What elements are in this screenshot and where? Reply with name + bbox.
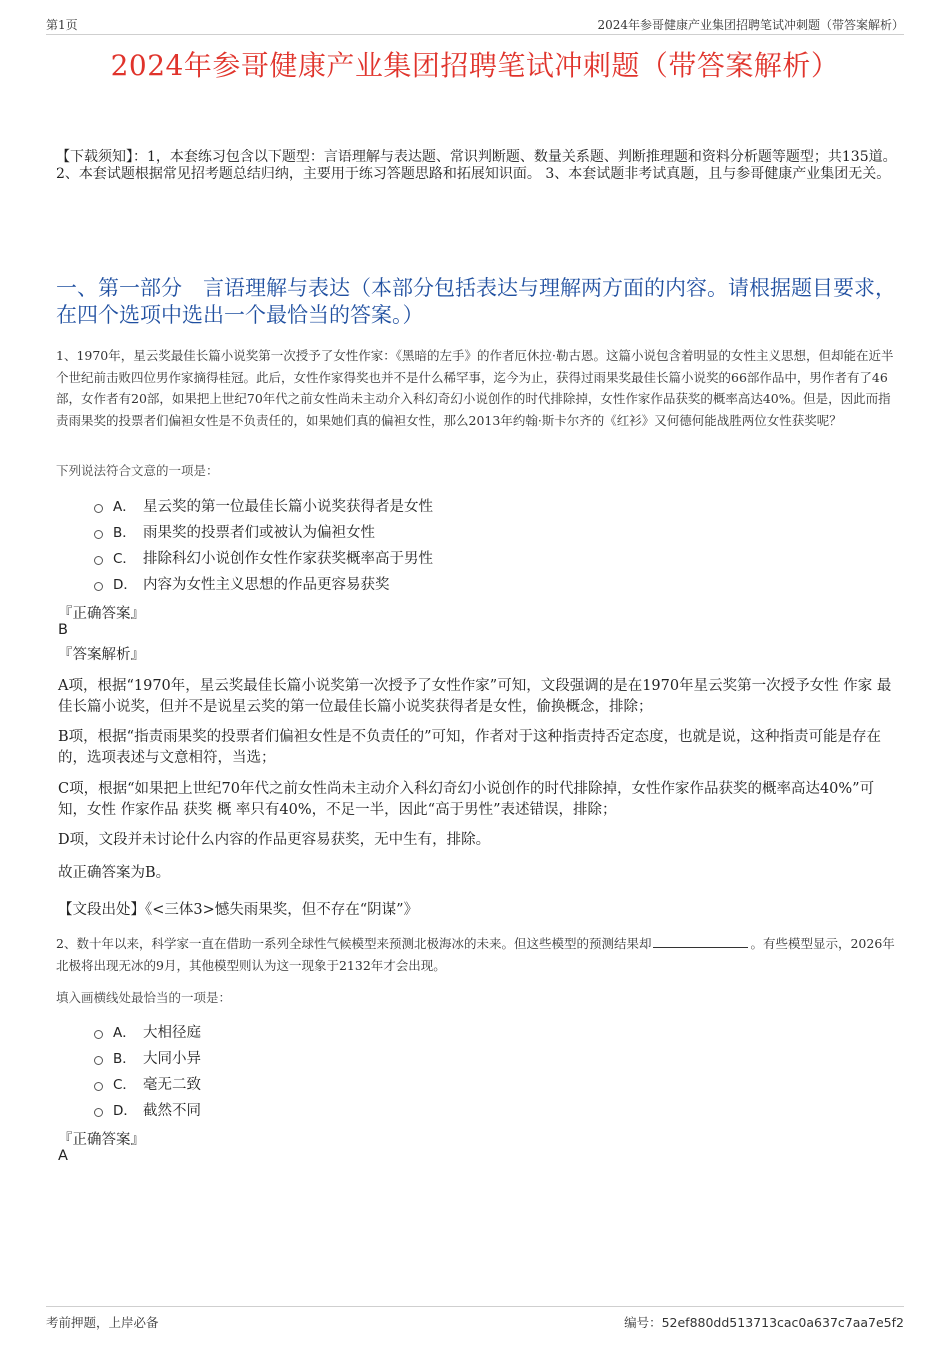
radio-icon[interactable]: [94, 1056, 103, 1065]
option-text: 毫无二致: [143, 1076, 201, 1093]
question-1-answer: B: [58, 622, 68, 638]
option-letter: D．: [113, 577, 137, 593]
section-title: 一、第一部分 言语理解与表达（本部分包括表达与理解两方面的内容。请根据题目要求，在四个选项中选出一个最恰当的答案。）: [56, 276, 896, 327]
radio-icon[interactable]: [94, 530, 103, 539]
option-letter: D．: [113, 1103, 137, 1119]
question-1-options: [94, 492, 433, 596]
download-notice: 【下载须知】：1，本套练习包含以下题型：言语理解与表达题、常识判断题、数量关系题、判断推理题和资料分析题等题型；共135道。 2、本套试题根据常见招考题总结归纳，主要用于练习答题思路和拓展知识面。 3、本套试题非考试真题，且与参哥健康产业集团无关。: [56, 149, 897, 182]
question-2-answer-label: 『正确答案』: [58, 1132, 145, 1148]
option-letter: A．: [113, 499, 136, 515]
explanation-d: D项，文段并未讨论什么内容的作品更容易获奖，无中生有，排除。: [58, 832, 491, 848]
footer-id-code: 52ef880dd513713cac0a637c7aa7e5f2: [661, 1315, 904, 1330]
question-1-text: 1、1970年，星云奖最佳长篇小说奖第一次授予了女性作家：《黑暗的左手》的作者厄休拉·勒古恩。这篇小说包含着明显的女性主义思想，但却能在近半个世纪前击败四位男作家摘得桂冠。此后，女性作家得奖也并不是什么稀罕事，迄今为止，获得过雨果奖最佳长篇小说奖的66部作品中，男作者有了46部，女作者有20部，如果把上世纪70年代之前女性尚未主动介入科幻奇幻小说创作的时代排除掉，女性作家作品获奖的概率高达40%。但是，因此而指责雨果奖的投票者们偏袒女性是不负责任的，如果她们真的偏袒女性，那么2013年约翰·斯卡尔齐的《红衫》又何德何能战胜两位女性获奖呢？: [56, 348, 894, 428]
question-2-option-c[interactable]: [94, 1070, 201, 1096]
question-2-options: [94, 1018, 201, 1122]
page-title: 2024年参哥健康产业集团招聘笔试冲刺题（带答案解析）: [110, 49, 840, 82]
question-2-text-before: 2、数十年以来，科学家一直在借助一系列全球性气候模型来预测北极海冰的未来。但这些模型的预测结果却: [56, 936, 652, 951]
radio-icon[interactable]: [94, 1108, 103, 1117]
header-doc-title: 2024年参哥健康产业集团招聘笔试冲刺题（带答案解析）: [597, 18, 904, 32]
radio-icon[interactable]: [94, 1082, 103, 1091]
question-1-prompt: 下列说法符合文意的一项是：: [56, 463, 219, 478]
option-letter: B．: [113, 1051, 136, 1067]
explanation-c: C项，根据“如果把上世纪70年代之前女性尚未主动介入科幻奇幻小说创作的时代排除掉，女性作家作品获奖的概率高达40%”可知，女性 作家作品 获奖 概 率只有40%，不足一半，因此“高于男性”表述错误，排除；: [58, 781, 875, 818]
question-1-analysis-label: 『答案解析』: [58, 647, 145, 663]
option-text: 星云奖的第一位最佳长篇小说奖获得者是女性: [143, 498, 433, 515]
page-footer: [46, 1306, 904, 1329]
question-1-option-c[interactable]: [94, 544, 433, 570]
footer-id-label: 编号：: [624, 1315, 662, 1330]
question-2-text: [56, 933, 902, 976]
explanation-a: A项，根据“1970年，星云奖最佳长篇小说奖第一次授予了女性作家”可知，文段强调的是在1970年星云奖第一次授予女性 作家 最佳长篇小说奖，但并不是说星云奖的第一位最佳长篇小说奖获得者是女性，偷换概念，排除；: [58, 678, 892, 715]
option-text: 内容为女性主义思想的作品更容易获奖: [143, 576, 390, 593]
option-letter: C．: [113, 551, 136, 567]
question-1-option-d[interactable]: [94, 570, 433, 596]
option-letter: A．: [113, 1025, 136, 1041]
question-2-option-a[interactable]: [94, 1018, 201, 1044]
question-1-option-b[interactable]: [94, 518, 433, 544]
option-letter: C．: [113, 1077, 136, 1093]
page-header: [46, 14, 904, 35]
footer-slogan: 考前押题，上岸必备: [46, 1315, 159, 1330]
question-2-text-after: 。有些模型显示，2026年北极将出现无冰的9月，其他模型则认为这一现象于2132年才会出现。: [56, 936, 895, 973]
question-2-prompt: 填入画横线处最恰当的一项是：: [56, 990, 232, 1005]
question-2-option-d[interactable]: [94, 1096, 201, 1122]
option-text: 大同小异: [143, 1050, 201, 1067]
question-2-option-b[interactable]: [94, 1044, 201, 1070]
radio-icon[interactable]: [94, 582, 103, 591]
radio-icon[interactable]: [94, 504, 103, 513]
radio-icon[interactable]: [94, 556, 103, 565]
footer-id: [624, 1313, 904, 1331]
question-1-answer-label: 『正确答案』: [58, 606, 145, 622]
radio-icon[interactable]: [94, 1030, 103, 1039]
option-text: 截然不同: [143, 1102, 201, 1119]
option-letter: B．: [113, 525, 136, 541]
option-text: 大相径庭: [143, 1024, 201, 1041]
option-text: 排除科幻小说创作女性作家获奖概率高于男性: [143, 550, 433, 567]
question-1-option-a[interactable]: [94, 492, 433, 518]
explanation-b: B项，根据“指责雨果奖的投票者们偏袒女性是不负责任的”可知，作者对于这种指责持否定态度，也就是说，这种指责可能是存在的，选项表述与文意相符，当选；: [58, 729, 881, 766]
page-number: 第1页: [46, 18, 78, 32]
fill-blank-line: [653, 935, 748, 948]
question-1-source: 【文段出处】《<三体3>憾失雨果奖，但不存在“阴谋”》: [58, 902, 419, 918]
option-text: 雨果奖的投票者们或被认为偏袒女性: [143, 524, 375, 541]
question-2-answer: A: [58, 1148, 68, 1164]
explanation-conclusion: 故正确答案为B。: [58, 865, 171, 881]
